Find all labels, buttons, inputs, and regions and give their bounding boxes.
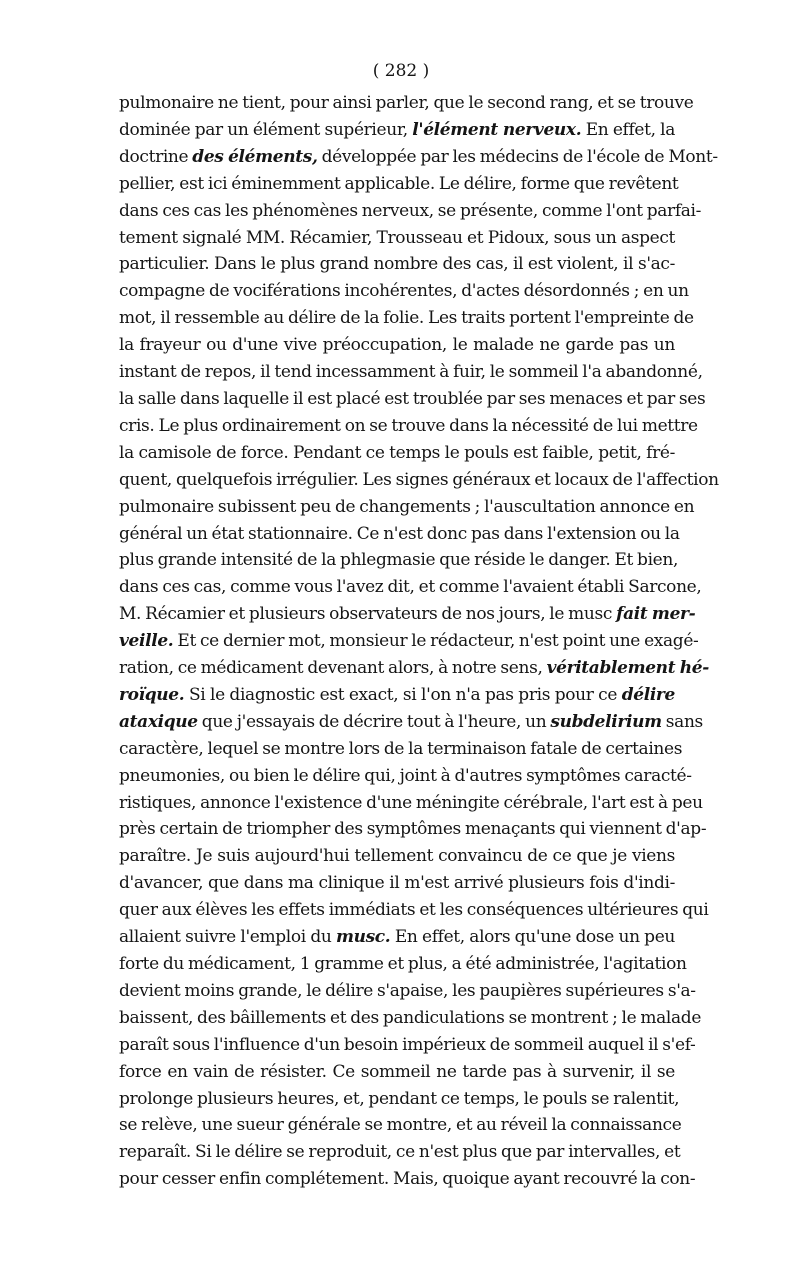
text-line	[119, 951, 687, 978]
text-segment: quent, quelquefois irrégulier. Les signes généraux et locaux de l'affection	[119, 469, 719, 490]
text-line	[119, 816, 707, 843]
text-line	[119, 628, 699, 655]
text-segment: dans ces cas, comme vous l'avez dit, et comme l'avaient établi Sarcone,	[119, 577, 702, 598]
text-line	[119, 1005, 702, 1032]
text-line	[119, 467, 719, 494]
text-segment: tement signalé MM. Récamier, Trousseau et Pidoux, sous un aspect	[119, 227, 675, 248]
emphasized-text: subdelirium	[550, 711, 662, 732]
text-segment: M. Récamier et plusieurs observateurs de nos jours, le musc	[119, 604, 617, 625]
text-line	[119, 305, 694, 332]
text-segment: dominée par un élément supérieur,	[119, 119, 413, 140]
text-line	[119, 682, 675, 709]
text-segment: Et ce dernier mot, monsieur le rédacteur, n'est point une exagé-	[173, 631, 699, 652]
text-line	[119, 332, 675, 359]
text-line	[119, 278, 689, 305]
text-segment: allaient suivre l'emploi du	[119, 927, 336, 948]
text-segment: devient moins grande, le délire s'apaise, les paupières supérieures s'a-	[119, 980, 696, 1001]
text-line	[119, 413, 698, 440]
text-segment: la camisole de force. Pendant ce temps le pouls est faible, petit, fré-	[119, 442, 675, 463]
text-line	[119, 144, 718, 171]
text-line	[119, 1032, 696, 1059]
text-segment: caractère, lequel se montre lors de la terminaison fatale de certaines	[119, 738, 683, 759]
text-segment: ristiques, annonce l'existence d'une méningite cérébrale, l'art est à peu	[119, 792, 703, 813]
text-segment: d'avancer, que dans ma clinique il m'est arrivé plusieurs fois d'indi-	[119, 873, 675, 894]
emphasized-text: véritablement hé-	[546, 658, 709, 679]
text-segment: instant de repos, il tend incessamment à fuir, le sommeil l'a abandonné,	[119, 362, 703, 383]
text-line	[119, 924, 675, 951]
text-segment: baissent, des bâillements et des pandiculations se montrent ; le malade	[119, 1007, 702, 1028]
text-line	[119, 521, 680, 548]
text-segment: En effet, la	[581, 119, 675, 140]
text-segment: pneumonies, ou bien le délire qui, joint à d'autres symptômes caracté-	[119, 765, 692, 786]
text-line	[119, 870, 675, 897]
text-segment: reparaît. Si le délire se reproduit, ce n'est plus que par intervalles, et	[119, 1142, 681, 1163]
emphasized-text: délire	[621, 684, 675, 705]
text-segment: Si le diagnostic est exact, si l'on n'a pas pris pour ce	[184, 684, 622, 705]
text-line	[119, 171, 679, 198]
text-line	[119, 655, 709, 682]
text-line	[119, 251, 675, 278]
text-line	[119, 386, 706, 413]
text-segment: compagne de vociférations incohérentes, d'actes désordonnés ; en un	[119, 281, 689, 302]
text-line	[119, 198, 702, 225]
text-line	[119, 547, 679, 574]
text-segment: développée par les médecins de l'école de Mont-	[317, 146, 718, 167]
text-line	[119, 790, 703, 817]
text-segment: mot, il ressemble au délire de la folie. Les traits portent l'empreinte de	[119, 308, 694, 329]
text-segment: dans ces cas les phénomènes nerveux, se présente, comme l'ont parfai-	[119, 200, 702, 221]
text-segment: pulmonaire subissent peu de changements ; l'auscultation annonce en	[119, 496, 695, 517]
emphasized-text: musc.	[335, 927, 391, 948]
text-line	[119, 1086, 680, 1113]
text-segment: pellier, est ici éminemment applicable. Le délire, forme que revêtent	[119, 173, 679, 194]
text-segment: pulmonaire ne tient, pour ainsi parler, que le second rang, et se trouve	[119, 93, 694, 113]
text-line	[119, 117, 675, 144]
text-line	[119, 1166, 696, 1193]
emphasized-text: roïque.	[119, 684, 185, 705]
text-segment: particulier. Dans le plus grand nombre des cas, il est violent, il s'ac-	[119, 254, 675, 275]
text-line	[119, 1112, 682, 1139]
text-line	[119, 440, 675, 467]
text-line	[119, 359, 703, 386]
text-segment: force en vain de résister. Ce sommeil ne tarde pas à survenir, il se	[119, 1061, 675, 1082]
text-line	[119, 90, 694, 117]
text-line	[119, 709, 703, 736]
emphasized-text: ataxique	[119, 711, 198, 732]
text-segment: la salle dans laquelle il est placé est troublée par ses menaces et par ses	[119, 388, 706, 409]
page-number: ( 282 )	[372, 61, 430, 81]
text-line	[119, 978, 696, 1005]
text-segment: prolonge plusieurs heures, et, pendant ce temps, le pouls se ralentit,	[119, 1088, 680, 1109]
text-segment: sans	[661, 711, 703, 732]
text-segment: la frayeur ou d'une vive préoccupation, le malade ne garde pas un	[119, 335, 675, 356]
emphasized-text: fait mer-	[616, 604, 696, 625]
emphasized-text: l'élément nerveux.	[412, 119, 582, 140]
text-segment: ration, ce médicament devenant alors, à notre sens,	[119, 658, 547, 679]
text-segment: forte du médicament, 1 gramme et plus, a été administrée, l'agitation	[119, 954, 687, 974]
text-segment: près certain de triompher des symptômes menaçants qui viennent d'ap-	[119, 819, 707, 840]
text-line	[119, 601, 696, 628]
text-line	[119, 736, 683, 763]
text-segment: doctrine	[119, 146, 193, 167]
text-segment: paraître. Je suis aujourd'hui tellement convaincu de ce que je viens	[119, 846, 675, 867]
text-line	[119, 494, 695, 521]
text-line	[119, 225, 675, 252]
emphasized-text: des éléments,	[192, 146, 318, 167]
emphasized-text: veille.	[119, 631, 174, 652]
text-segment: quer aux élèves les effets immédiats et les conséquences ultérieures qui	[119, 900, 709, 921]
text-segment: plus grande intensité de la phlegmasie que réside le danger. Et bien,	[119, 550, 679, 571]
text-line	[119, 574, 702, 601]
text-segment: pour cesser enfin complétement. Mais, quoique ayant recouvré la con-	[119, 1169, 696, 1190]
text-segment: paraît sous l'influence d'un besoin impérieux de sommeil auquel il s'ef-	[119, 1034, 696, 1055]
text-line	[119, 897, 709, 924]
document-page	[119, 56, 719, 1193]
text-line	[119, 763, 692, 790]
text-segment: général un état stationnaire. Ce n'est donc pas dans l'extension ou la	[119, 523, 680, 544]
text-segment: En effet, alors qu'une dose un peu	[390, 927, 676, 948]
text-line	[119, 1139, 681, 1166]
text-line	[119, 843, 675, 870]
text-segment: que j'essayais de décrire tout à l'heure, un	[197, 711, 551, 732]
text-segment: cris. Le plus ordinairement on se trouve dans la nécessité de lui mettre	[119, 415, 698, 436]
text-line	[119, 1059, 675, 1086]
text-segment: se relève, une sueur générale se montre, et au réveil la connaissance	[119, 1115, 682, 1136]
body-text	[119, 90, 719, 1193]
